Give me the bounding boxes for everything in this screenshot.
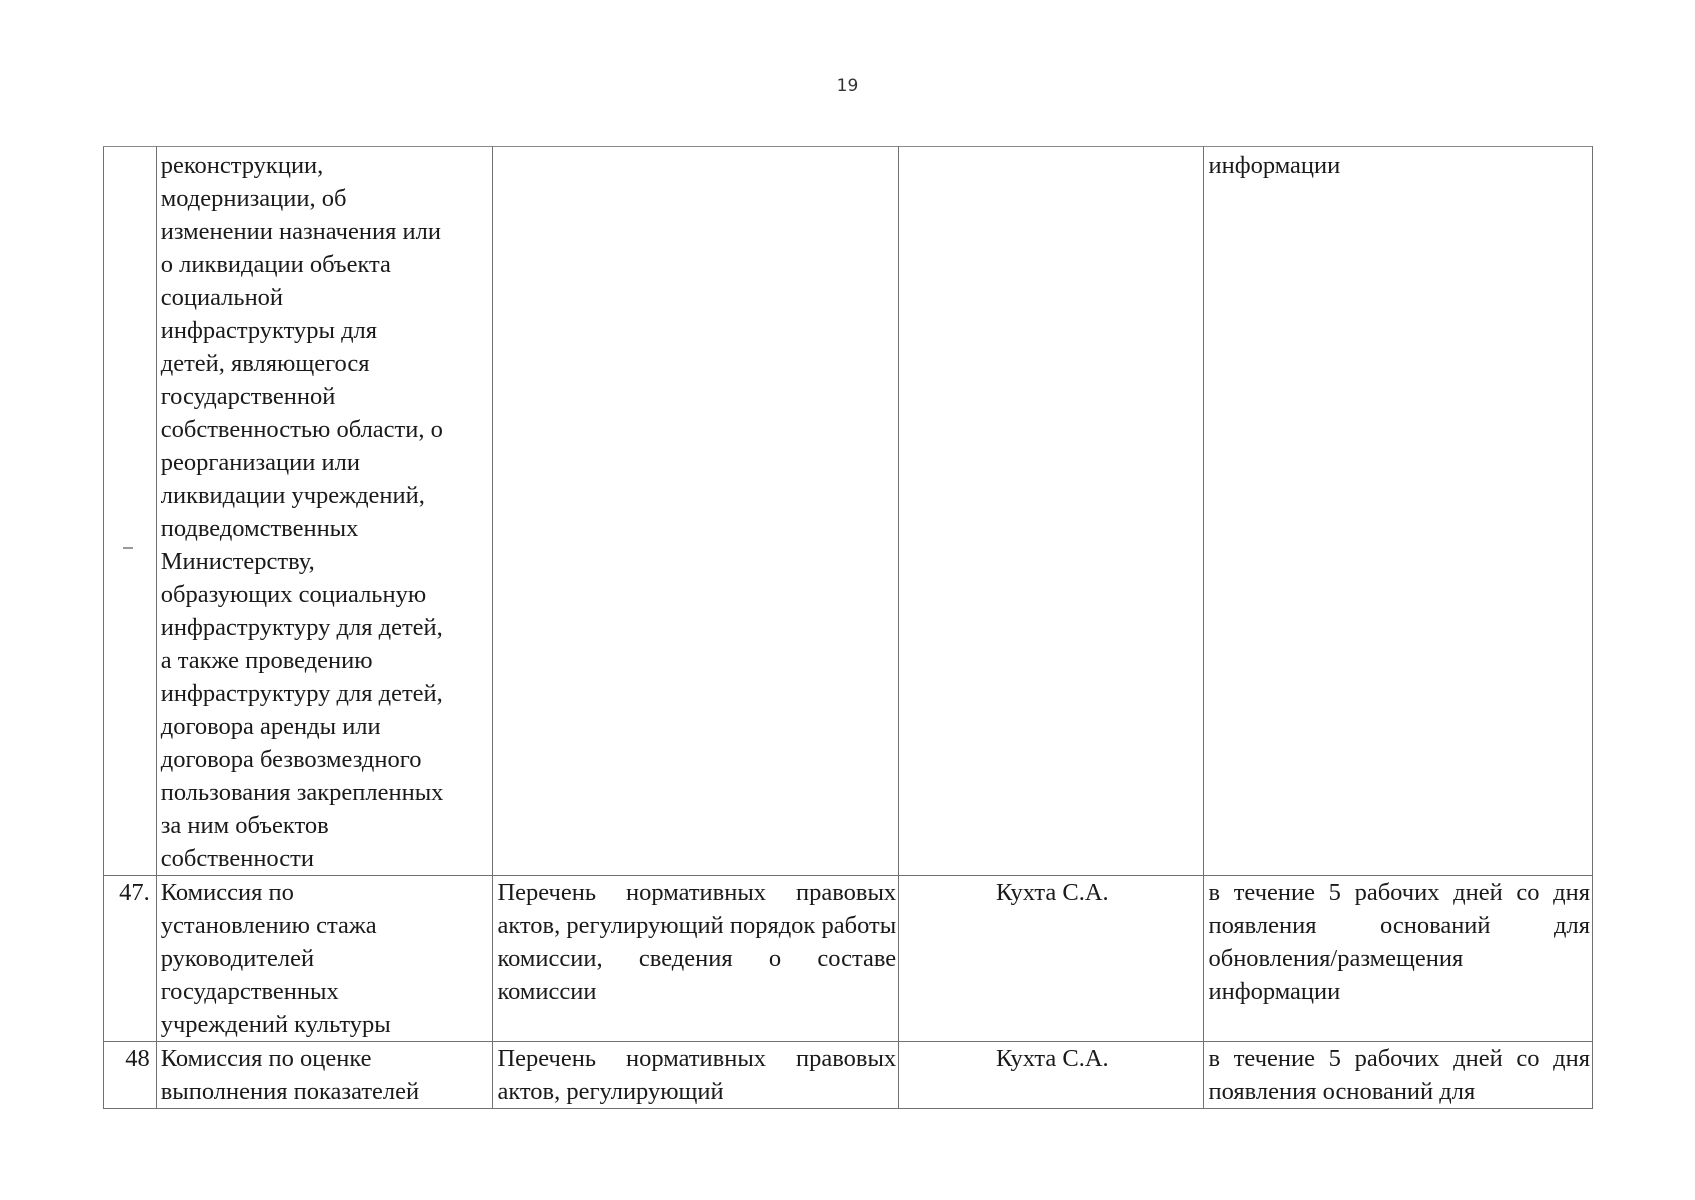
name-cell: реконструкции, модернизации, об изменении назначения или о ликвидации объекта социальной инфраструктуры для детей, являющегося государственной собственностью области, о реорганизации или ликвидации учреждений, подведомственных Министерству, образующих социальную инфраструктуру для детей, а также проведению инфраструктуру для детей, договора аренды или договора безвозмездного пользования закрепленных за ним объектов собственности bbox=[156, 147, 493, 876]
documents-cell: Перечень нормативных правовых актов, регулирующий порядок работы комиссии, сведения о составе комиссии bbox=[493, 876, 899, 1042]
responsible-cell: Кухта С.А. bbox=[899, 1042, 1204, 1109]
row-number-cell: 48 bbox=[104, 1042, 157, 1109]
responsible-cell bbox=[899, 147, 1204, 876]
responsible-cell: Кухта С.А. bbox=[899, 876, 1204, 1042]
table-row bbox=[104, 876, 1593, 1042]
name-cell: Комиссия по оценке выполнения показателей bbox=[156, 1042, 493, 1109]
term-cell: в течение 5 рабочих дней со дня появления оснований для обновления/размещения информации bbox=[1204, 876, 1593, 1042]
term-cell: в течение 5 рабочих дней со дня появления оснований для bbox=[1204, 1042, 1593, 1109]
row-number-cell: 47. bbox=[104, 876, 157, 1042]
document-table bbox=[103, 146, 1593, 1109]
name-cell: Комиссия по установлению стажа руководителей государственных учреждений культуры bbox=[156, 876, 493, 1042]
table-row bbox=[104, 1042, 1593, 1109]
documents-cell bbox=[493, 147, 899, 876]
page-number: 19 bbox=[836, 76, 859, 96]
documents-cell: Перечень нормативных правовых актов, регулирующий bbox=[493, 1042, 899, 1109]
term-cell: информации bbox=[1204, 147, 1593, 876]
table-row bbox=[104, 147, 1593, 876]
row-number-cell bbox=[104, 147, 157, 876]
